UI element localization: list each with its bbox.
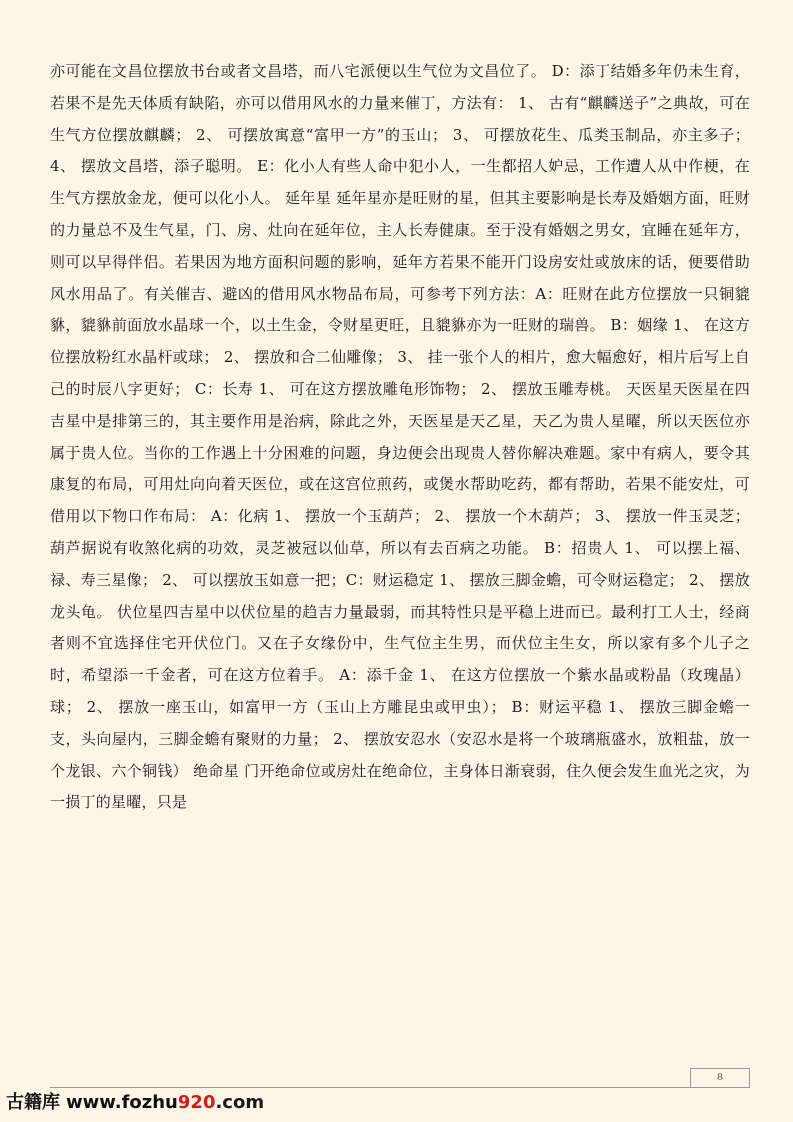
watermark-site-name: 古籍库 — [6, 1092, 60, 1113]
page-number-box — [690, 1068, 750, 1088]
site-watermark — [6, 1089, 264, 1117]
page-number: 8 — [717, 1071, 723, 1083]
body-text: 亦可能在文昌位摆放书台或者文昌塔，而八宅派便以生气位为文昌位了。 D：添丁结婚多年仍未生育，若果不是先天体质有缺陷，亦可以借用风水的力量来催丁，方法有： 1、 古有“麒麟送子”之典故，可在生气方位摆放麒麟； 2、 可摆放寓意“富甲一方”的玉山； 3、 可摆放花生、瓜类玉制品，亦主多子； 4、 摆放文昌塔，添子聪明。 E：化小人有些人命中犯小人，一生都招人妒忌，工作遭人从中作梗，在生气方摆放金龙，便可以化小人。 延年星 延年星亦是旺财的星，但其主要影响是长寿及婚姻方面，旺财的力量总不及生气星，门、房、灶向在延年位，主人长寿健康。至于没有婚姻之男女，宜睡在延年方，则可以早得伴侣。若果因为地方面积问题的影响，延年方若果不能开门设房安灶或放床的话，便要借助风水用品了。有关催吉、避凶的借用风水物品布局，可参考下列方法：A：旺财在此方位摆放一只铜貔貅，貔貅前面放水晶球一个，以土生金，令财星更旺，且貔貅亦为一旺财的瑞兽。 B：姻缘 1、 在这方位摆放粉红水晶杆或球； 2、 摆放和合二仙雕像； 3、 挂一张个人的相片，愈大幅愈好，相片后写上自己的时辰八字更好； C：长寿 1、 可在这方摆放雕龟形饰物； 2、 摆放玉雕寿桃。 天医星天医星在四吉星中是排第三的，其主要作用是治病，除此之外，天医星是天乙星，天乙为贵人星曜，所以天医位亦属于贵人位。当你的工作遇上十分困难的问题，身边便会出现贵人替你解决难题。家中有病人，要令其康复的布局，可用灶向向着天医位，或在这宫位煎药，或煲水帮助吃药，都有帮助，若果不能安灶，可借用以下物口作布局： A：化病 1、 摆放一个玉葫芦； 2、 摆放一个木葫芦； 3、 摆放一件玉灵芝；葫芦据说有收煞化病的功效，灵芝被冠以仙草，所以有去百病之功能。 B：招贵人 1、 可以摆上福、禄、寿三星像； 2、 可以摆放玉如意一把；C：财运稳定 1、 摆放三脚金蟾，可令财运稳定； 2、 摆放龙头龟。 伏位星四吉星中以伏位星的趋吉力量最弱，而其特性只是平稳上进而已。最利打工人士，经商者则不宜选择住宅开伏位门。又在子女缘份中，生气位主生男，而伏位主生女，所以家有多个儿子之时，希望添一千金者，可在这方位着手。 A：添千金 1、 在这方位摆放一个紫水晶或粉晶（玫瑰晶）球； 2、 摆放一座玉山，如富甲一方（玉山上方雕昆虫或甲虫）； B：财运平稳 1、 摆放三脚金蟾一支，头向屋内，三脚金蟾有聚财的力量； 2、 摆放安忍水（安忍水是将一个玻璃瓶盛水，放粗盐，放一个龙银、六个铜钱） 绝命星 门开绝命位或房灶在绝命位，主身体日渐衰弱，住久便会发生血光之灾，为一损丁的星曜，只是 — [50, 62, 750, 812]
watermark-url-number: 920 — [177, 1092, 216, 1113]
watermark-url-prefix: www.fozhu — [66, 1092, 178, 1113]
watermark-url-suffix: .com — [215, 1092, 265, 1113]
footer-divider — [50, 1087, 750, 1088]
